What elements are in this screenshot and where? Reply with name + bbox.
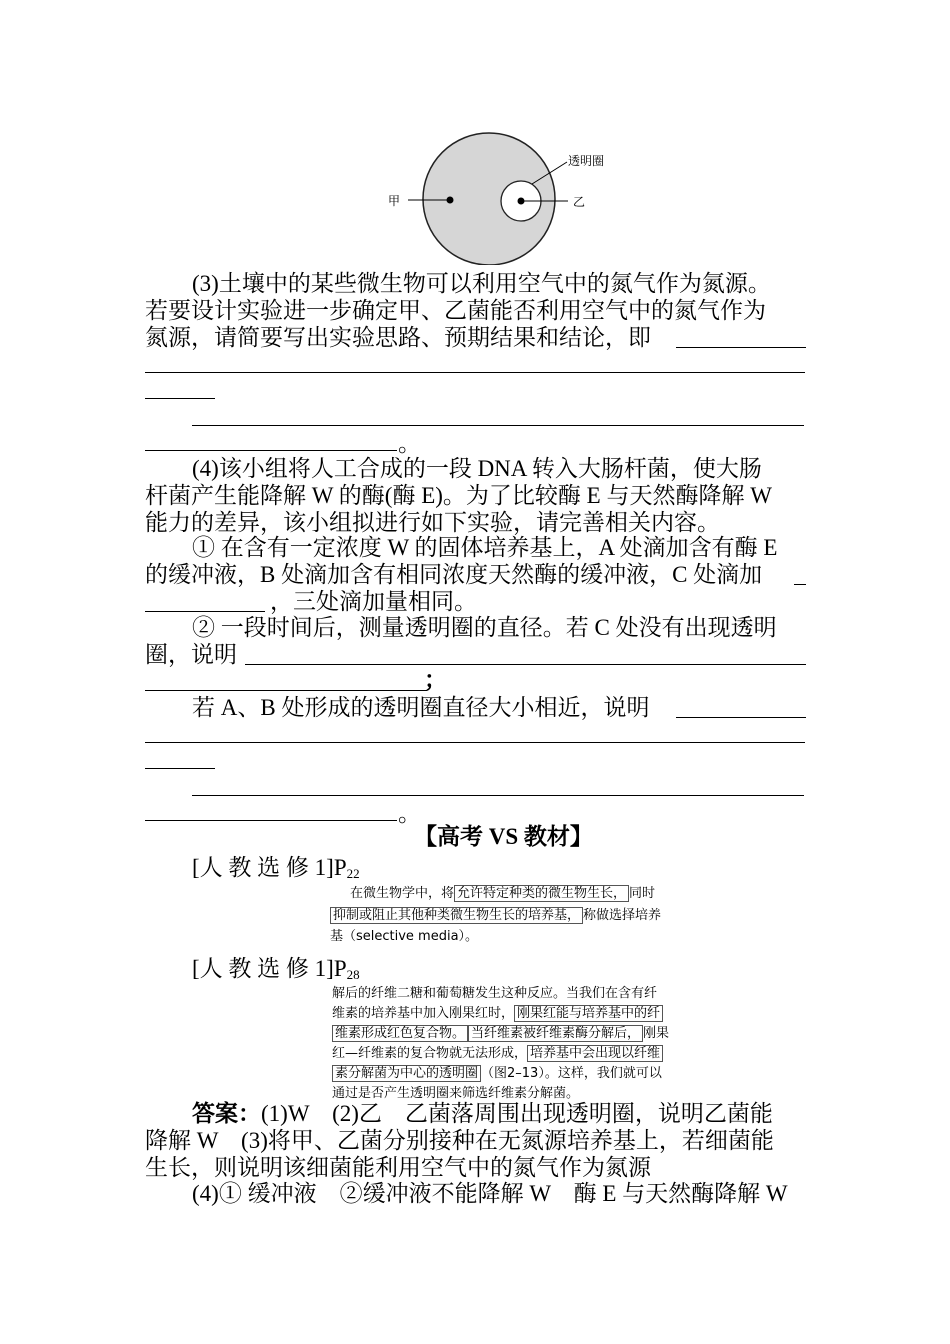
q4-end: 。 (398, 801, 421, 826)
answer-line3: 生长，则说明该细菌能利用空气中的氮气作为氮源 (145, 1155, 651, 1180)
answer-text: (1)W (2)乙 乙菌落周围出现透明圈，说明乙菌能 (261, 1101, 773, 1126)
q4-step2-blank (145, 742, 805, 743)
q4-step2-blank (676, 717, 806, 718)
q4-step2-blank (145, 768, 215, 769)
tb2-text: 维素的培养基中加入刚果红时， (332, 1006, 515, 1021)
tb1-text: 同时 (629, 886, 656, 901)
section-title: 【高考 VS 教材】 (414, 824, 593, 849)
q4-line3: 能力的差异，该小组拟进行如下实验，请完善相关内容。 (145, 510, 720, 535)
q3-answer-blank (145, 450, 397, 451)
q4-step2-semicolon: ； (424, 667, 447, 692)
tb2-text: 红—纤维素的复合物就无法形成， (332, 1046, 528, 1061)
tb1-highlight: 允许特定种类的微生物生长， (454, 885, 629, 902)
tb2-text: 解后的纤维二糖和葡萄糖发生这种反应。当我们在含有纤 (332, 986, 658, 1001)
answer-label: 答案： (192, 1101, 261, 1126)
tb1-text: 在微生物学中，将 (350, 886, 455, 901)
label-jia: 甲 (388, 194, 401, 208)
q4-step2-line2: 圈，说明 (145, 642, 237, 667)
label-yi: 乙 (573, 195, 586, 209)
textbook-ref-2 (192, 955, 360, 988)
tb2-highlight: 当纤维素被纤维素酶分解后， (468, 1025, 643, 1042)
q4-step1-blank (145, 611, 265, 612)
q4-step2-blank (145, 820, 397, 821)
q4-step1-blank (794, 584, 806, 585)
petri-dish-diagram (380, 125, 620, 265)
q4-step1-line2: 的缓冲液，B 处滴加含有相同浓度天然酶的缓冲液，C 处滴加 (145, 562, 763, 587)
tb1-text: 基（selective media）。 (330, 929, 479, 944)
q3-answer-blank (192, 425, 804, 426)
q4-step1-line1: ① 在含有一定浓度 W 的固体培养基上，A 处滴加含有酶 E (192, 535, 778, 560)
answer-line4: (4)① 缓冲液 ②缓冲液不能降解 W 酶 E 与天然酶降解 W (192, 1181, 788, 1206)
tb2-highlight: 维素形成红色复合物。 (332, 1025, 468, 1042)
q4-line2: 杆菌产生能降解 W 的酶(酶 E)。为了比较酶 E 与天然酶降解 W (145, 483, 772, 508)
label-ring: 透明圈 (568, 154, 605, 168)
q4-step1-line3: ，三处滴加量相同。 (270, 589, 477, 614)
q3-end: 。 (398, 431, 421, 456)
q4-step2-blank (145, 690, 427, 691)
q3-answer-blank (145, 398, 215, 399)
q3-line2: 若要设计实验进一步确定甲、乙菌能否利用空气中的氮气作为 (145, 298, 766, 323)
answer-line2: 降解 W (3)将甲、乙菌分别接种在无氮源培养基上，若细菌能 (145, 1128, 774, 1153)
textbook-ref-1-page: 22 (346, 866, 360, 881)
q4-step2-line3: 若 A、B 处形成的透明圈直径大小相近，说明 (192, 695, 650, 720)
tb2-text: 通过是否产生透明圈来筛选纤维素分解菌。 (332, 1086, 580, 1101)
textbook-ref-1 (192, 854, 360, 887)
tb2-text: （图2–13）。这样，我们就可以 (481, 1066, 662, 1081)
q4-step2-blank (245, 664, 806, 665)
q3-answer-blank (676, 347, 806, 348)
textbook-ref-2-label: [人 教 选 修 1]P (192, 956, 347, 981)
tb2-text: 刚果 (643, 1026, 670, 1041)
q3-line1: (3)土壤中的某些微生物可以利用空气中的氮气作为氮源。 (192, 271, 771, 296)
textbook-ref-1-label: [人 教 选 修 1]P (192, 855, 347, 880)
q4-line1: (4)该小组将人工合成的一段 DNA 转入大肠杆菌，使大肠 (192, 456, 762, 481)
tb1-highlight: 抑制或阻止其他种类微生物生长的培养基， (330, 907, 583, 924)
q3-line3: 氮源，请简要写出实验思路、预期结果和结论，即 (145, 325, 651, 350)
tb1-text: 称做选择培养 (583, 908, 662, 923)
textbook-ref-2-page: 28 (346, 967, 360, 982)
answer-line1 (192, 1100, 773, 1127)
q4-step2-line1: ② 一段时间后，测量透明圈的直径。若 C 处没有出现透明 (192, 615, 777, 640)
tb2-highlight: 培养基中会出现以纤维 (527, 1045, 663, 1062)
tb2-highlight: 素分解菌为中心的透明圈 (332, 1065, 481, 1082)
q3-answer-blank (145, 372, 805, 373)
q4-step2-blank (192, 795, 804, 796)
tb2-highlight: 刚果红能与培养基中的纤 (514, 1005, 663, 1022)
